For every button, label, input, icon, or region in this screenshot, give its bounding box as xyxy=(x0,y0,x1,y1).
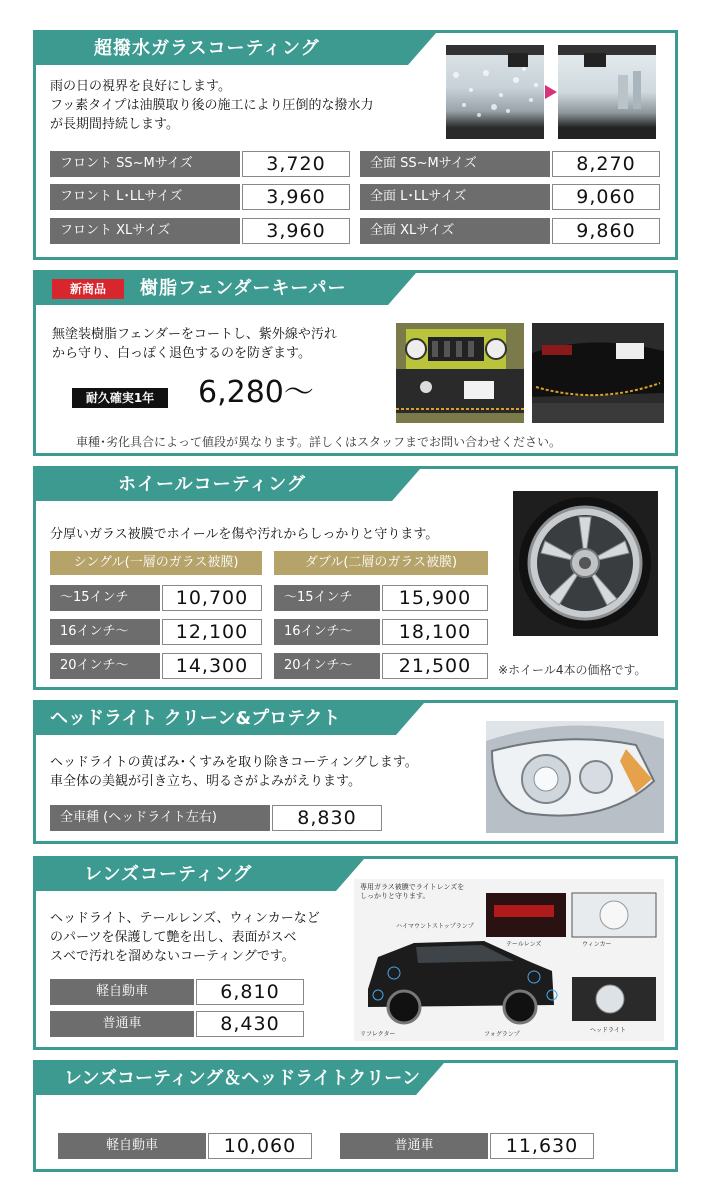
durability-badge: 耐久確実1年 xyxy=(72,388,168,408)
price-label: フロント L･LLサイズ xyxy=(50,184,240,210)
section-title: ヘッドライト クリーン&プロテクト xyxy=(50,708,341,729)
yellow-suv-image xyxy=(396,323,524,423)
price-label: 軽自動車 xyxy=(50,979,194,1005)
diagram-label: ハイマウントストップランプ xyxy=(396,923,474,930)
section-description: ヘッドライトの黄ばみ･くすみを取り除きコーティングします。 車全体の美観が引き立ち、明るさがよみがえります。 xyxy=(50,755,418,789)
price-value: 8,270 xyxy=(552,151,660,177)
price-label: ～15インチ xyxy=(274,585,380,611)
fender-note: 車種･劣化具合によって値段が異なります。詳しくはスタッフまでお問い合わせください。 xyxy=(76,435,562,449)
price-value: 11,630 xyxy=(490,1133,594,1159)
windshield-before-photo xyxy=(446,45,544,139)
rear-bumper-photo xyxy=(532,323,664,423)
arrow-right-icon xyxy=(545,85,557,99)
combo-section xyxy=(33,1060,678,1172)
suv-lens-diagram-image xyxy=(354,879,664,1041)
price-label: 全面 L･LLサイズ xyxy=(360,184,550,210)
section-title: 樹脂フェンダーキーパー xyxy=(140,278,347,299)
diagram-label: テールレンズ xyxy=(506,941,542,948)
price-label: 全面 SS~Mサイズ xyxy=(360,151,550,177)
diagram-label: ウィンカー xyxy=(582,941,612,948)
double-layer-header: ダブル(二層のガラス被膜) xyxy=(274,551,488,575)
price-label: 20インチ～ xyxy=(274,653,380,679)
lens-diagram xyxy=(354,879,664,1041)
section-description: 雨の日の視界を良好にします。 フッ素タイプは油膜取り後の施工により圧倒的な撥水力 が長期間持続します。 xyxy=(50,79,374,132)
headlight-image xyxy=(486,721,664,833)
price-label: 全面 XLサイズ xyxy=(360,218,550,244)
price-value: 8,430 xyxy=(196,1011,304,1037)
price-value: 3,960 xyxy=(242,184,350,210)
fender-keeper-section xyxy=(33,270,678,456)
price-value: 21,500 xyxy=(382,653,488,679)
price-value: 9,060 xyxy=(552,184,660,210)
section-title: レンズコーティング xyxy=(84,864,253,885)
price-label: 16インチ～ xyxy=(274,619,380,645)
lens-coating-section xyxy=(33,856,678,1050)
diagram-label: フォグランプ xyxy=(484,1031,520,1038)
diagram-caption: 専用ガラス被膜でライトレンズを しっかりと守ります。 xyxy=(360,883,465,900)
black-car-rear-image xyxy=(532,323,664,423)
price-value: 6,810 xyxy=(196,979,304,1005)
section-title: 超撥水ガラスコーティング xyxy=(94,38,320,59)
price-label: 軽自動車 xyxy=(58,1133,206,1159)
wheel-note: ※ホイール4本の価格です。 xyxy=(498,663,647,677)
price-value: 10,060 xyxy=(208,1133,312,1159)
rain-drops-image xyxy=(446,45,544,139)
wheel-coating-section xyxy=(33,466,678,690)
price-value: 8,830 xyxy=(272,805,382,831)
section-title: レンズコーティング＆ヘッドライトクリーン xyxy=(64,1068,420,1089)
price-label: 20インチ～ xyxy=(50,653,160,679)
section-description: ヘッドライト、テールレンズ、ウィンカーなど のパーツを保護して艶を出し、表面がスベ スベで汚れを溜めないコーティングです。 xyxy=(50,911,320,964)
single-layer-header: シングル(一層のガラス被膜) xyxy=(50,551,262,575)
wheel-photo xyxy=(513,491,658,636)
price-label: ～15インチ xyxy=(50,585,160,611)
fender-price: 6,280～ xyxy=(198,375,314,410)
price-value: 10,700 xyxy=(162,585,262,611)
price-value: 18,100 xyxy=(382,619,488,645)
new-product-badge: 新商品 xyxy=(52,279,124,299)
headlight-section xyxy=(33,700,678,844)
headlight-photo xyxy=(486,721,664,833)
clear-windshield-image xyxy=(558,45,656,139)
price-label: フロント SS~Mサイズ xyxy=(50,151,240,177)
section-description: 無塗装樹脂フェンダーをコートし、紫外線や汚れ から守り、白っぽく退色するのを防ぎます。 xyxy=(52,327,337,361)
glass-coating-section xyxy=(33,30,678,260)
price-value: 3,720 xyxy=(242,151,350,177)
price-value: 14,300 xyxy=(162,653,262,679)
price-value: 9,860 xyxy=(552,218,660,244)
price-label: フロント XLサイズ xyxy=(50,218,240,244)
price-value: 12,100 xyxy=(162,619,262,645)
diagram-label: ヘッドライト xyxy=(590,1027,626,1034)
section-title: ホイールコーティング xyxy=(118,474,306,495)
price-value: 15,900 xyxy=(382,585,488,611)
price-label: 16インチ～ xyxy=(50,619,160,645)
section-description: 分厚いガラス被膜でホイールを傷や汚れからしっかりと守ります。 xyxy=(50,527,439,542)
jeep-fender-photo xyxy=(396,323,524,423)
price-label: 普通車 xyxy=(50,1011,194,1037)
price-value: 3,960 xyxy=(242,218,350,244)
diagram-label: リフレクター xyxy=(360,1031,396,1038)
alloy-wheel-image xyxy=(513,491,658,636)
price-label: 全車種 (ヘッドライト左右) xyxy=(50,805,270,831)
price-label: 普通車 xyxy=(340,1133,488,1159)
windshield-after-photo xyxy=(558,45,656,139)
